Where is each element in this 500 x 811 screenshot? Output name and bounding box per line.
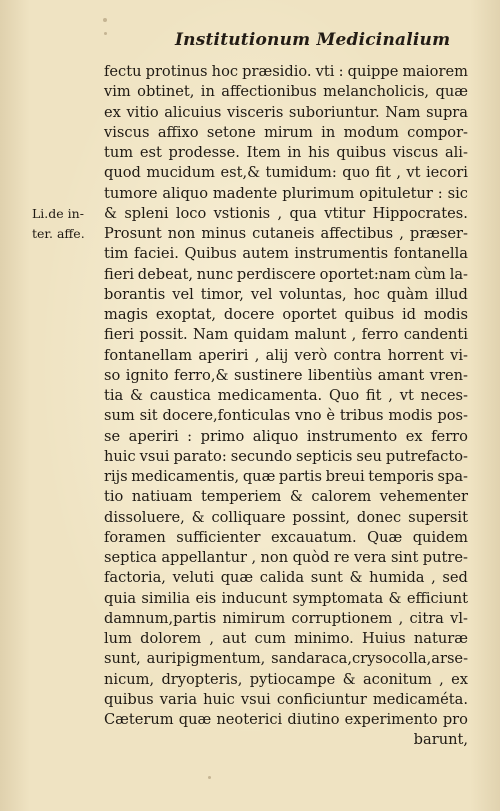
body-text <box>104 62 468 751</box>
text-line: quia similia eis inducunt symptomata & efficiunt <box>104 589 468 607</box>
text-line: & spleni loco vstionis , qua vtitur Hippocrates. <box>104 204 468 222</box>
text-line: lum dolorem , aut cum minimo. Huius naturæ <box>104 630 468 647</box>
text-line: Prosunt non minus cutaneis affectibus , præser- <box>104 225 468 242</box>
ink-speck <box>208 776 211 779</box>
text-line: tumore aliquo madente plurimum opituletur : sic <box>104 184 468 202</box>
catchword: barunt, <box>413 731 468 749</box>
text-line: fectu protinus hoc præsidio. vti : quippe maiorem <box>104 63 468 80</box>
text-line: dissoluere, & colliquare possint, donec supersit <box>104 508 468 526</box>
text-line: fieri possit. Nam quidam malunt , ferro candenti <box>104 326 468 344</box>
text-line: se aperiri : primo aliquo instrumento ex ferro <box>104 427 468 445</box>
text-line: magis exoptat, docere oportet quibus id modis <box>104 306 468 323</box>
text-line: rijs medicamentis, quæ partis breui temporis spa- <box>104 468 468 485</box>
text-line: fontanellam aperiri , alij verò contra horrent vi- <box>104 346 468 364</box>
text-line: nicum, dryopteris, pytiocampe & aconitum , ex <box>104 670 468 688</box>
text-line: borantis vel timor, vel voluntas, hoc quàm illud <box>104 285 468 303</box>
text-line: damnum,partis nimirum corruptionem , citra vl- <box>104 609 468 627</box>
text-line: fieri debeat, nunc perdiscere oportet:nam cùm la- <box>104 265 468 283</box>
text-line: Cæterum quæ neoterici diutino experimento pro <box>104 711 468 728</box>
text-line: tim faciei. Quibus autem instrumentis fontanella <box>104 245 468 263</box>
text-line: viscus affixo setone mirum in modum compor- <box>104 123 468 141</box>
marginal-note <box>32 204 102 245</box>
text-line: quibus varia huic vsui conficiuntur medicaméta. <box>104 690 468 708</box>
text-line: tum est prodesse. Item in his quibus viscus ali- <box>104 144 468 161</box>
text-line: tia & caustica medicamenta. Quo fit , vt neces- <box>104 387 468 404</box>
text-line: factoria, veluti quæ calida sunt & humida , sed <box>104 569 468 587</box>
text-line: septica appellantur , non quòd re vera sint putre- <box>104 549 468 566</box>
text-line: so ignito ferro,& sustinere libentiùs amant vren- <box>104 366 468 384</box>
ink-speck <box>103 18 107 22</box>
text-line: foramen sufficienter excauatum. Quæ quidem <box>104 528 468 546</box>
text-line: sunt, auripigmentum, sandaraca,crysocolla,arse- <box>104 650 468 668</box>
text-line: huic vsui parato: secundo septicis seu putrefacto- <box>104 447 468 465</box>
text-line: ex vitio alicuius visceris suboriuntur. Nam supra <box>104 103 468 121</box>
text-line: vim obtinet, in affectionibus melancholicis, quæ <box>104 83 468 101</box>
text-line: quod mucidum est,& tumidum: quo fit , vt iecori <box>104 164 468 182</box>
text-line: tio natiuam temperiem & calorem vehementer <box>104 488 468 506</box>
marginal-note-line: ter. affe. <box>32 226 85 242</box>
marginal-note-line: Li.de in- <box>32 206 84 221</box>
running-head: Institutionum Medicinalium <box>175 30 451 50</box>
ink-speck <box>104 32 107 35</box>
text-line: sum sit docere,fonticulas vno è tribus modis pos- <box>104 407 468 425</box>
